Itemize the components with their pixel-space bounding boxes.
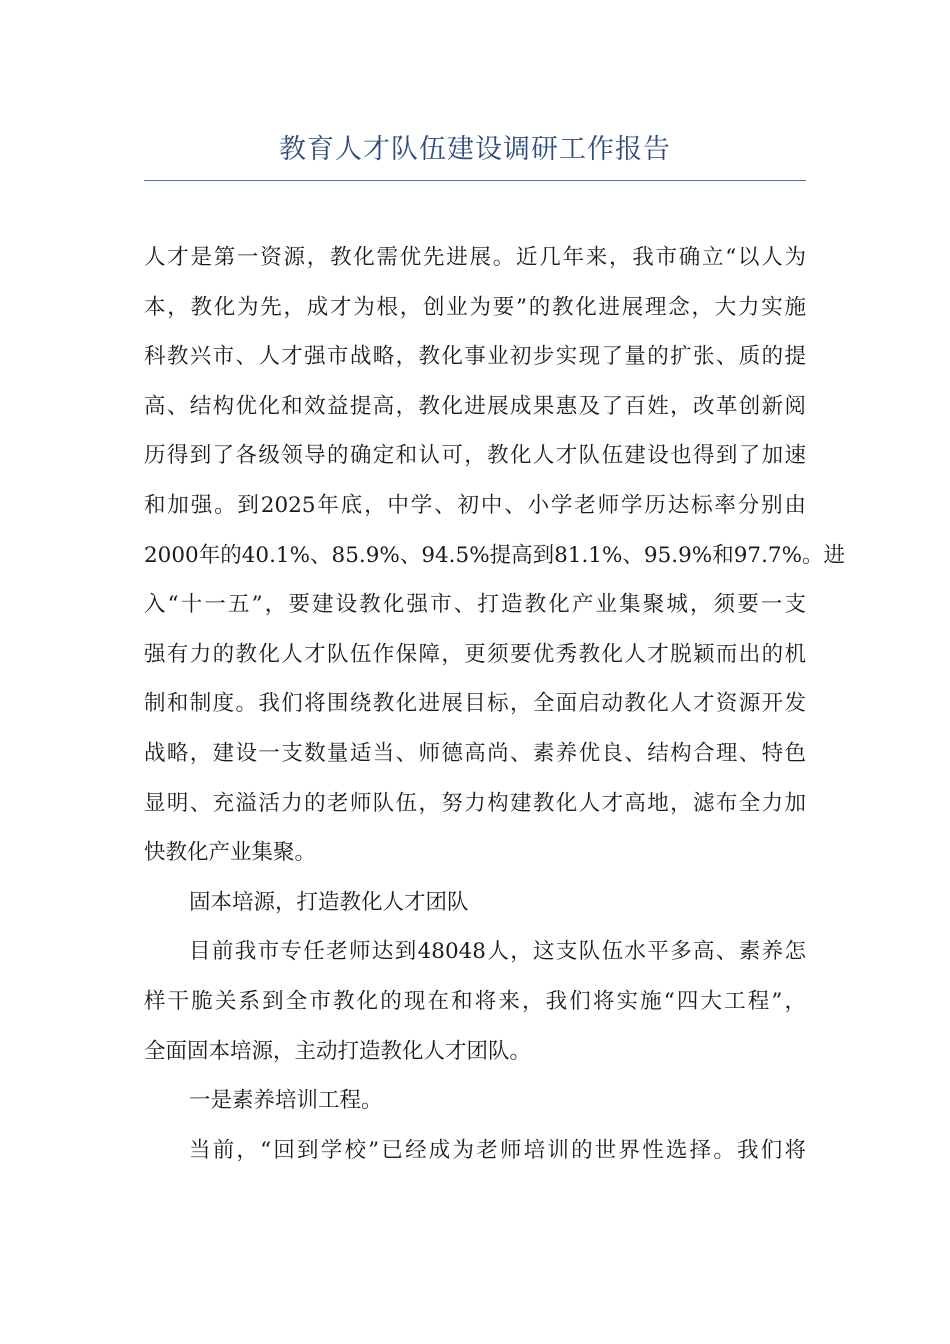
text-line: 样干脆关系到全市教化的现在和将来，我们将实施“四大工程”， (144, 988, 806, 1014)
title-underline (144, 180, 806, 181)
text-line: 人才是第一资源，教化需优先进展。近几年来，我市确立“以人为 (144, 245, 806, 270)
text-line: 目前我市专任老师达到48048人，这支队伍水平多高、素养怎 (189, 939, 806, 965)
document-body (144, 233, 846, 1175)
text-line: 显明、充溢活力的老师队伍，努力构建教化人才高地，滤布全力加 (144, 790, 806, 816)
text-line: 固本培源，打造教化人才团队 (189, 889, 469, 915)
document-title: 教育人才队伍建设调研工作报告 (279, 134, 671, 165)
text-line: 战略，建设一支数量适当、师德高尚、素养优良、结构合理、特色 (144, 740, 806, 766)
text-line: 一是素养培训工程。 (189, 1088, 383, 1114)
text-line: 高、结构优化和效益提高，教化进展成果惠及了百姓，改革创新阅 (144, 393, 806, 419)
text-line: 制和制度。我们将围绕教化进展目标，全面启动教化人才资源开发 (144, 691, 806, 717)
text-line: 强有力的教化人才队伍作保障，更须要优秀教化人才脱颖而出的机 (144, 641, 806, 667)
text-line: 当前，“回到学校”已经成为老师培训的世界性选择。我们将 (189, 1137, 806, 1163)
text-line: 和加强。到2025年底，中学、初中、小学老师学历达标率分别由 (144, 492, 806, 518)
text-line: 科教兴市、人才强市战略，教化事业初步实现了量的扩张、质的提 (144, 344, 806, 370)
text-line: 2000年的40.1%、85.9%、94.5%提高到81.1%、95.9%和97.7%。进 (144, 542, 846, 568)
text-line: 本，教化为先，成才为根，创业为要”的教化进展理念，大力实施 (144, 294, 806, 320)
text-line: 历得到了各级领导的确定和认可，教化人才队伍建设也得到了加速 (144, 443, 806, 469)
text-line: 快教化产业集聚。 (144, 840, 317, 866)
text-line: 全面固本培源，主动打造教化人才团队。 (144, 1038, 532, 1064)
text-line: 入“十一五”，要建设教化强市、打造教化产业集聚城，须要一支 (144, 592, 806, 618)
